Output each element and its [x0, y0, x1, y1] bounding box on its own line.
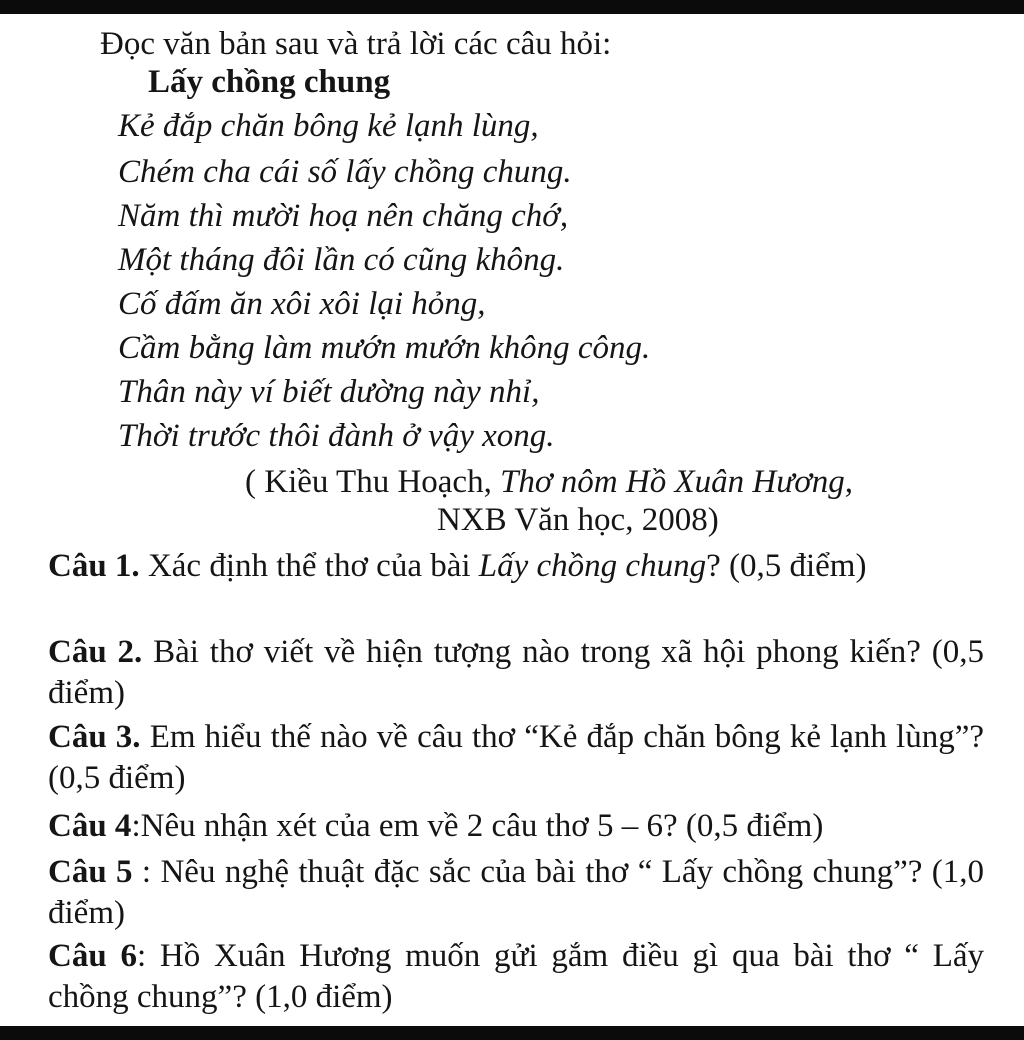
question-label: Câu 1.	[48, 548, 140, 584]
question-label: Câu 3.	[48, 719, 141, 755]
poem-verse: Cầm bằng làm mướn mướn không công.	[118, 330, 651, 366]
source-author: ( Kiều Thu Hoạch,	[245, 464, 501, 500]
question-4	[48, 806, 984, 847]
question-label: Câu 6	[48, 938, 137, 974]
question-1	[48, 546, 984, 587]
question-text: Em hiểu thế nào về câu thơ “Kẻ đắp chăn bông kẻ lạnh lùng”? (0,5 điểm)	[48, 719, 984, 796]
question-label: Câu 2.	[48, 634, 143, 670]
question-text: :Nêu nhận xét của em về 2 câu thơ 5 – 6? (0,5 điểm)	[131, 808, 824, 844]
poem-verse: Kẻ đắp chăn bông kẻ lạnh lùng,	[118, 108, 539, 144]
bottom-border	[0, 1026, 1024, 1040]
question-text: Bài thơ viết về hiện tượng nào trong xã hội phong kiến? (0,5 điểm)	[48, 634, 984, 711]
poem-title: Lấy chồng chung	[148, 64, 391, 100]
question-text: : Nêu nghệ thuật đặc sắc của bài thơ “ Lấy chồng chung”? (1,0 điểm)	[48, 854, 984, 931]
poem-verse: Chém cha cái số lấy chồng chung.	[118, 154, 572, 190]
poem-verse: Thân này ví biết dường này nhỉ,	[118, 374, 540, 410]
question-poem-title: Lấy chồng chung	[478, 548, 707, 584]
question-label: Câu 5	[48, 854, 133, 890]
instruction-text: Đọc văn bản sau và trả lời các câu hỏi:	[100, 26, 612, 62]
question-2	[48, 632, 984, 714]
question-text: : Hồ Xuân Hương muốn gửi gắm điều gì qua bài thơ “ Lấy chồng chung”? (1,0 điểm)	[48, 938, 985, 1015]
poem-verse: Một tháng đôi lần có cũng không.	[118, 242, 565, 278]
question-5	[48, 852, 984, 934]
poem-verse: Năm thì mười hoạ nên chăng chớ,	[118, 198, 569, 234]
poem-verse: Cố đấm ăn xôi xôi lại hỏng,	[118, 286, 486, 322]
question-points: ? (0,5 điểm)	[706, 548, 867, 584]
top-border	[0, 0, 1024, 14]
source-publisher: NXB Văn học, 2008)	[437, 502, 719, 538]
question-3	[48, 717, 984, 799]
question-text: Xác định thể thơ của bài	[139, 548, 479, 584]
question-label: Câu 4	[48, 808, 132, 844]
source-book-title: Thơ nôm Hồ Xuân Hương,	[500, 464, 854, 500]
poem-source	[245, 462, 853, 502]
poem-verse: Thời trước thôi đành ở vậy xong.	[118, 418, 555, 454]
question-6	[48, 936, 984, 1018]
